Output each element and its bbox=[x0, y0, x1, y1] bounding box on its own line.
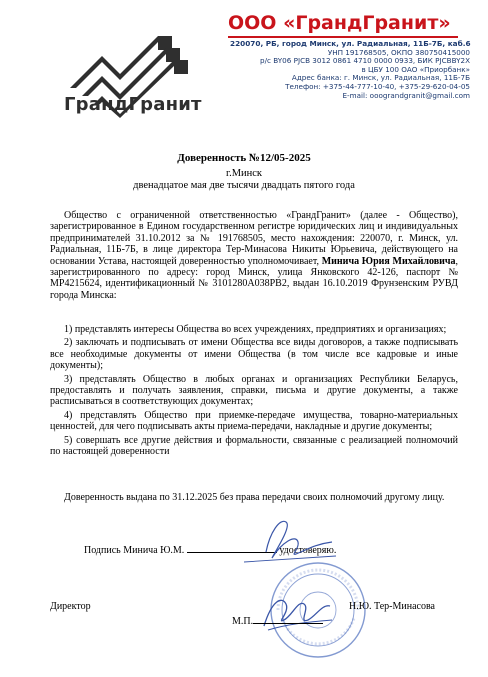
trustee-name: Минича Юрия Михайловича bbox=[321, 255, 456, 267]
header-divider bbox=[228, 36, 458, 38]
powers-list bbox=[50, 324, 458, 459]
director-name: Н.Ю. Тер-Минасова bbox=[349, 601, 435, 612]
company-name: ООО «ГрандГранит» bbox=[228, 12, 451, 34]
company-address: 220070, РБ, город Минск, ул. Радиальная, 11Б-7Б, каб.6 bbox=[230, 39, 471, 48]
intro-text-continued: , зарегистрированного по адресу: город Минск, улица Янковского 42-126, паспорт № МР4215624, идентификационный № 3101280А038РВ2, выдан 16.10.2019 Фрунзенским РУВД города Минска: bbox=[50, 255, 459, 301]
certify-label: удостоверяю. bbox=[279, 545, 337, 556]
signature-label: Подпись Минича Ю.М. bbox=[84, 545, 185, 556]
closing-paragraph: Доверенность выдана по 31.12.2025 без права передачи своих полномочий другому лицу. bbox=[64, 492, 445, 503]
mp-label: М.П. bbox=[232, 616, 254, 627]
power-item: 3) представлять Общество в любых органах и организациях Республики Беларусь, предоставлять и получать заявления, справки, письма и другие документы, а также расписываться в соответствующих документах; bbox=[50, 373, 458, 408]
logo-text: ГрандГранит bbox=[64, 94, 202, 115]
director-signature bbox=[258, 590, 338, 638]
document-city: г.Минск bbox=[225, 168, 263, 179]
intro-paragraph bbox=[50, 210, 458, 301]
company-phone: Телефон: +375-44-777-10-40, +375-29-620-04-05 bbox=[285, 81, 470, 91]
company-bank: в ЦБУ 100 ОАО «Приорбанк» bbox=[361, 64, 470, 74]
document-title: Доверенность №12/05-2025 bbox=[177, 152, 311, 164]
power-item: 2) заключать и подписывать от имени Общества все виды договоров, а также подписывать все необходимые документы от имени Общества (в том числе все кадровые и иные документы); bbox=[50, 337, 458, 372]
power-item: 5) совершать все другие действия и формальности, связанные с реализацией полномочий по настоящей доверенности bbox=[50, 434, 458, 458]
director-label: Директор bbox=[50, 601, 91, 612]
company-unp: УНП 191768505, ОКПО 380750415000 bbox=[327, 47, 470, 57]
company-requisites bbox=[230, 40, 470, 100]
company-account: р/с BY06 PJCB 3012 0861 4710 0000 0933, БИК PJCBBY2X bbox=[260, 56, 470, 66]
power-item: 1) представлять интересы Общества во всех учреждениях, предприятиях и организациях; bbox=[64, 324, 447, 335]
power-item: 4) представлять Общество при приемке-передаче имущества, товарно-материальных ценностей, для чего подписывать акты приема-передачи, накладные и другие документы; bbox=[50, 409, 458, 433]
stamp-place bbox=[232, 616, 323, 627]
document-date: двенадцатое мая две тысячи двадцать пятого года bbox=[133, 180, 355, 191]
bank-address: Адрес банка: г. Минск, ул. Радиальная, 11Б-7Б bbox=[291, 73, 470, 83]
intro-text: Общество с ограниченной ответственностью «ГрандГранит» (далее - Общество), зарегистрированное в Едином государственном регистре юридических лиц и индивидуальных предпринимателей 31.10.2012 за № 191768505, место нахождения: 220070, г. Минск, ул. Радиальная, 11Б-7Б, в лице директора Тер-Минасова Никиты Юрьевича, действующего на основании Устава, настоящей доверенностью уполномочивает, bbox=[50, 210, 458, 267]
director-sign-underline bbox=[253, 623, 323, 624]
company-email: E-mail: ooograndgranit@gmail.com bbox=[342, 90, 470, 100]
